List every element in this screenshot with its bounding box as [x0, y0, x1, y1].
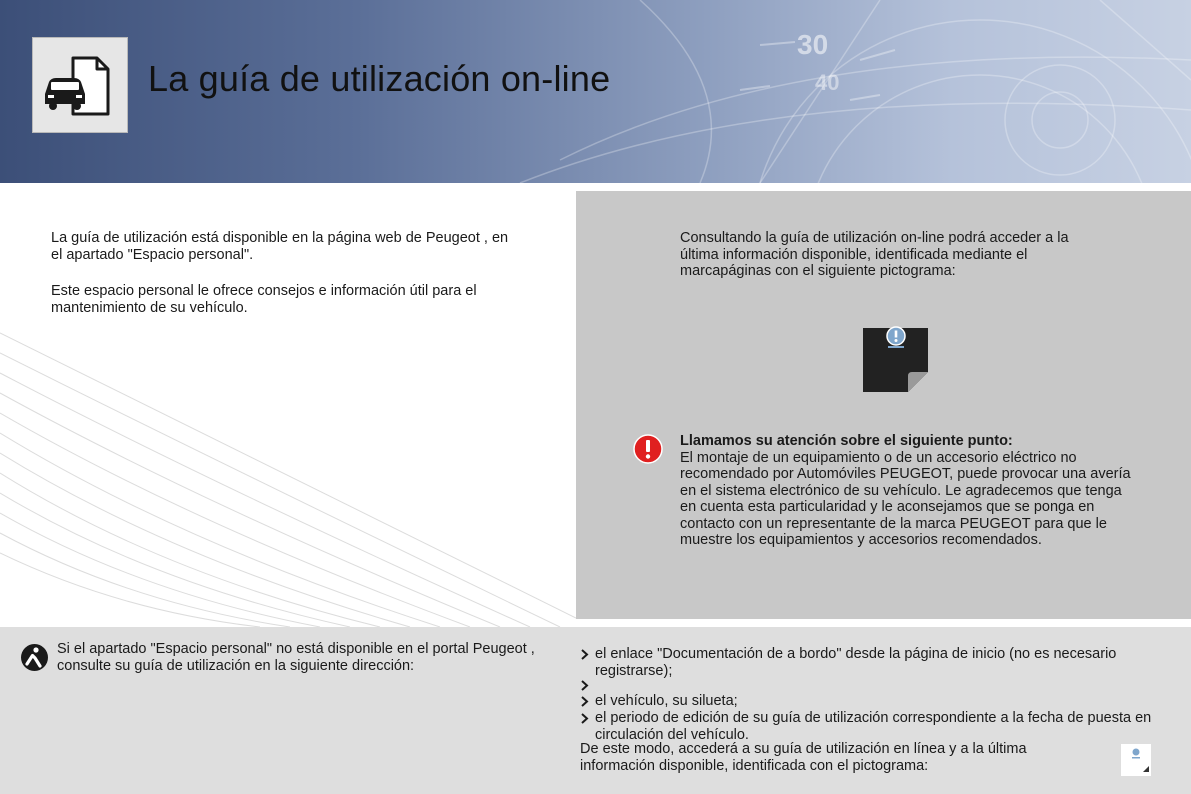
info-text: Si el apartado "Espacio personal" no está disponible en el portal Peugeot , consulte su guía de utilización en la siguiente dirección: — [57, 641, 535, 674]
warning-title: Llamamos su atención sobre el siguiente punto: — [680, 433, 1013, 449]
speed-label-30: 30 — [797, 29, 829, 60]
list-item: el vehículo, su silueta; — [580, 693, 1160, 710]
chevron-right-icon — [580, 680, 589, 691]
warning-block — [680, 433, 1135, 549]
warning-body: El montaje de un equipamiento o de un accesorio eléctrico no recomendado por Automóviles PEUGEOT, puede provocar una avería en el sistema electrónico de su vehículo. Le agradecemos que tenga en cuenta esta particularidad y le aconsejamos que se ponga en contacto con un representante de la marca PEUGEOT para que le muestre los equipamientos y accesorios recomendados. — [680, 449, 1131, 548]
speed-label-40: 40 — [815, 70, 840, 95]
list-item: el periodo de edición de su guía de utilización correspondiente a la fecha de puesta en circulación del vehículo. — [580, 710, 1160, 744]
page-title: La guía de utilización on-line — [148, 58, 611, 99]
list-item — [580, 677, 1160, 694]
header-banner — [0, 0, 1191, 183]
closing-text: De este modo, accederá a su guía de utilización en línea y a la última información disponible, identificada con el pictograma: — [580, 741, 1027, 774]
list-item: el enlace "Documentación de a bordo" desde la página de inicio (no es necesario registrarse); — [580, 646, 1160, 680]
personal-space-paragraph: Este espacio personal le ofrece consejos e información útil para el mantenimiento de su vehículo. — [51, 283, 477, 316]
info-icon — [20, 643, 49, 672]
bookmark-info-icon — [860, 324, 932, 396]
intro-paragraph: La guía de utilización está disponible en la página web de Peugeot , en el apartado "Espacio personal". — [51, 230, 509, 263]
chevron-right-icon — [580, 696, 589, 707]
car-document-icon — [32, 37, 128, 133]
online-guide-paragraph: Consultando la guía de utilización on-line podrá acceder a la última información disponible, identificada mediante el marcapáginas con el siguiente pictograma: — [680, 230, 1069, 279]
chevron-right-icon — [580, 649, 589, 660]
bookmark-small-icon — [1121, 744, 1151, 776]
warning-icon — [633, 434, 663, 464]
chevron-right-icon — [580, 713, 589, 724]
